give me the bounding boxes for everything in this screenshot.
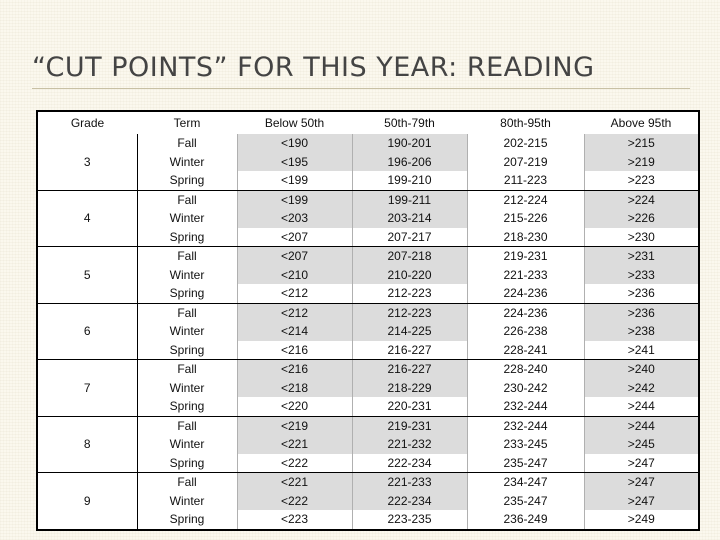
header-80th-95th: 80th-95th	[500, 116, 551, 130]
grade-cell: 7	[37, 360, 137, 417]
50th-79th-cell: 203-214	[352, 209, 467, 228]
term-cell: Fall	[177, 136, 197, 151]
above-95th-cell: >236	[584, 303, 699, 322]
below-50th-cell: <216	[237, 341, 352, 360]
table-row	[37, 510, 699, 530]
above-95th-cell: >233	[584, 266, 699, 285]
term-cell: Winter	[169, 437, 205, 452]
term-cell: Fall	[177, 192, 197, 207]
below-50th-cell: <214	[237, 322, 352, 341]
80th-95th-cell: 230-242	[503, 380, 548, 395]
header-term: Term	[173, 116, 201, 130]
50th-79th-cell: 207-218	[352, 247, 467, 266]
below-50th-cell: <210	[237, 266, 352, 285]
above-95th-cell: >219	[584, 153, 699, 172]
50th-79th-cell: 221-233	[352, 473, 467, 492]
below-50th-cell: <223	[237, 510, 352, 530]
term-cell: Winter	[169, 267, 205, 282]
cut-points-table	[36, 110, 700, 531]
term-cell: Winter	[169, 380, 205, 395]
50th-79th-cell: 222-234	[352, 454, 467, 473]
above-95th-cell: >236	[584, 284, 699, 303]
above-95th-cell: >247	[584, 473, 699, 492]
above-95th-cell: >241	[584, 341, 699, 360]
header-50th-79th: 50th-79th	[384, 116, 435, 130]
80th-95th-cell: 202-215	[503, 136, 548, 151]
grade-cell: 4	[37, 190, 137, 247]
above-95th-cell: >242	[584, 379, 699, 398]
term-cell: Fall	[177, 475, 197, 490]
above-95th-cell: >244	[584, 416, 699, 435]
term-cell: Spring	[137, 341, 237, 360]
title-underline	[32, 88, 690, 89]
grade-cell: 3	[37, 134, 137, 190]
80th-95th-cell: 218-230	[467, 228, 584, 247]
50th-79th-cell: 196-206	[352, 153, 467, 172]
table-row	[37, 360, 699, 379]
80th-95th-cell: 233-245	[503, 437, 548, 452]
grade-cell: 9	[37, 473, 137, 530]
term-cell: Spring	[137, 397, 237, 416]
term-cell: Spring	[137, 171, 237, 190]
term-cell: Spring	[137, 510, 237, 530]
header-below-50th: Below 50th	[264, 116, 325, 130]
below-50th-cell: <199	[237, 190, 352, 209]
term-cell: Winter	[169, 211, 205, 226]
table-row	[37, 416, 699, 435]
80th-95th-cell: 235-247	[467, 454, 584, 473]
below-50th-cell: <221	[237, 435, 352, 454]
table-row	[37, 266, 699, 285]
above-95th-cell: >245	[584, 435, 699, 454]
page-title: “CUT POINTS” FOR THIS YEAR: READING	[32, 52, 595, 83]
table-row	[37, 134, 699, 153]
grade-cell: 8	[37, 416, 137, 473]
50th-79th-cell: 214-225	[352, 322, 467, 341]
term-cell: Fall	[177, 305, 197, 320]
80th-95th-cell: 226-238	[503, 324, 548, 339]
table-row	[37, 379, 699, 398]
50th-79th-cell: 212-223	[352, 284, 467, 303]
80th-95th-cell: 215-226	[503, 211, 548, 226]
table-row	[37, 228, 699, 247]
above-95th-cell: >249	[584, 510, 699, 530]
term-cell: Fall	[177, 362, 197, 377]
50th-79th-cell: 218-229	[352, 379, 467, 398]
below-50th-cell: <212	[237, 284, 352, 303]
below-50th-cell: <219	[237, 416, 352, 435]
term-cell: Fall	[177, 418, 197, 433]
below-50th-cell: <220	[237, 397, 352, 416]
below-50th-cell: <207	[237, 247, 352, 266]
table-body	[37, 134, 699, 530]
table-row	[37, 284, 699, 303]
50th-79th-cell: 212-223	[352, 303, 467, 322]
table-row	[37, 209, 699, 228]
80th-95th-cell: 236-249	[467, 510, 584, 530]
grade-cell: 5	[37, 247, 137, 304]
above-95th-cell: >244	[584, 397, 699, 416]
50th-79th-cell: 221-232	[352, 435, 467, 454]
80th-95th-cell: 224-236	[467, 284, 584, 303]
50th-79th-cell: 210-220	[352, 266, 467, 285]
80th-95th-cell: 221-233	[503, 267, 548, 282]
50th-79th-cell: 216-227	[352, 360, 467, 379]
table-row	[37, 322, 699, 341]
50th-79th-cell: 216-227	[352, 341, 467, 360]
table-row	[37, 473, 699, 492]
above-95th-cell: >215	[584, 134, 699, 153]
above-95th-cell: >231	[584, 247, 699, 266]
header-grade: Grade	[70, 116, 105, 130]
below-50th-cell: <190	[237, 134, 352, 153]
80th-95th-cell: 211-223	[467, 171, 584, 190]
80th-95th-cell: 232-244	[503, 418, 548, 433]
term-cell: Spring	[137, 228, 237, 247]
table-row	[37, 303, 699, 322]
80th-95th-cell: 207-219	[503, 154, 548, 169]
80th-95th-cell: 224-236	[503, 305, 548, 320]
50th-79th-cell: 207-217	[352, 228, 467, 247]
80th-95th-cell: 234-247	[503, 475, 548, 490]
above-95th-cell: >247	[584, 454, 699, 473]
80th-95th-cell: 232-244	[467, 397, 584, 416]
table-row	[37, 492, 699, 511]
table-row	[37, 435, 699, 454]
80th-95th-cell: 212-224	[503, 192, 548, 207]
50th-79th-cell: 199-211	[352, 190, 467, 209]
table-row	[37, 190, 699, 209]
50th-79th-cell: 219-231	[352, 416, 467, 435]
table-row	[37, 341, 699, 360]
below-50th-cell: <216	[237, 360, 352, 379]
below-50th-cell: <195	[237, 153, 352, 172]
above-95th-cell: >230	[584, 228, 699, 247]
header-above-95th: Above 95th	[610, 116, 672, 130]
80th-95th-cell: 235-247	[503, 493, 548, 508]
50th-79th-cell: 222-234	[352, 492, 467, 511]
below-50th-cell: <221	[237, 473, 352, 492]
term-cell: Winter	[169, 154, 205, 169]
below-50th-cell: <212	[237, 303, 352, 322]
table-row	[37, 454, 699, 473]
above-95th-cell: >238	[584, 322, 699, 341]
above-95th-cell: >224	[584, 190, 699, 209]
term-cell: Winter	[169, 324, 205, 339]
table-row	[37, 397, 699, 416]
table-row	[37, 171, 699, 190]
term-cell: Fall	[177, 249, 197, 264]
50th-79th-cell: 223-235	[352, 510, 467, 530]
80th-95th-cell: 228-240	[503, 362, 548, 377]
above-95th-cell: >226	[584, 209, 699, 228]
term-cell: Spring	[137, 284, 237, 303]
below-50th-cell: <222	[237, 454, 352, 473]
below-50th-cell: <199	[237, 171, 352, 190]
80th-95th-cell: 219-231	[503, 249, 548, 264]
above-95th-cell: >240	[584, 360, 699, 379]
header-row	[37, 111, 699, 134]
table-row	[37, 153, 699, 172]
table-row	[37, 247, 699, 266]
below-50th-cell: <203	[237, 209, 352, 228]
80th-95th-cell: 228-241	[467, 341, 584, 360]
term-cell: Winter	[169, 493, 205, 508]
above-95th-cell: >247	[584, 492, 699, 511]
term-cell: Spring	[137, 454, 237, 473]
50th-79th-cell: 199-210	[352, 171, 467, 190]
50th-79th-cell: 220-231	[352, 397, 467, 416]
50th-79th-cell: 190-201	[352, 134, 467, 153]
below-50th-cell: <207	[237, 228, 352, 247]
below-50th-cell: <222	[237, 492, 352, 511]
above-95th-cell: >223	[584, 171, 699, 190]
below-50th-cell: <218	[237, 379, 352, 398]
grade-cell: 6	[37, 303, 137, 360]
